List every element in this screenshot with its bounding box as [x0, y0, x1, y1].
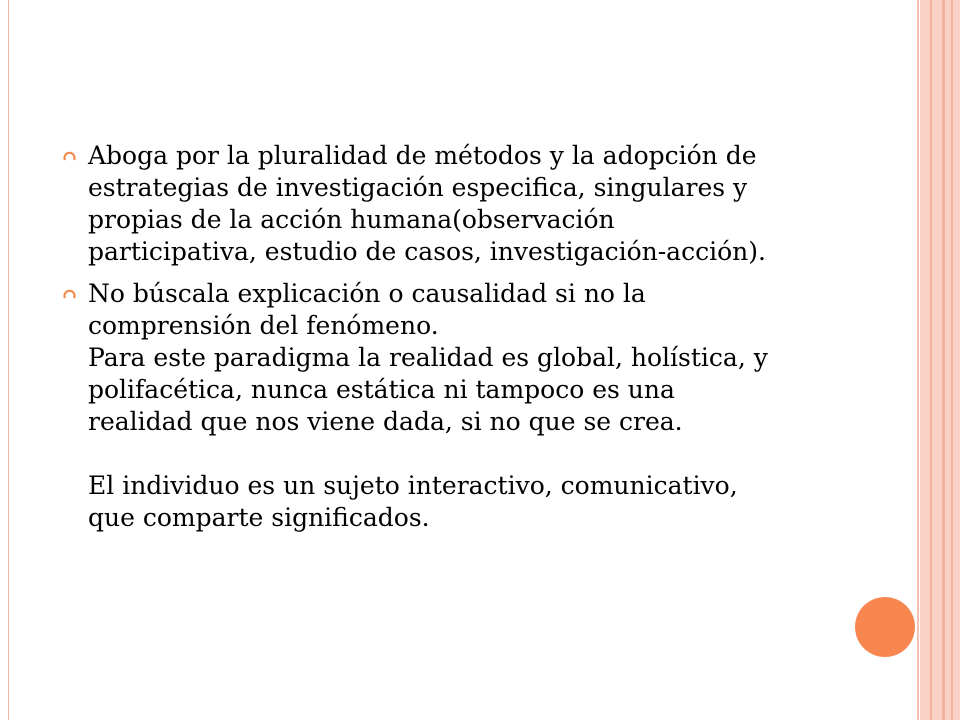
decorative-orange-circle [855, 597, 915, 657]
frame-stripe [930, 0, 932, 720]
frame-stripe [951, 0, 953, 720]
open-circle-bullet-icon [62, 148, 77, 163]
frame-left-line [8, 0, 9, 720]
frame-stripe [942, 0, 945, 720]
frame-right-line [917, 0, 919, 720]
open-circle-bullet-icon [62, 286, 77, 301]
bullet-item [62, 278, 782, 534]
frame-right-band [920, 0, 960, 720]
bullet-text: Aboga por la pluralidad de métodos y la adopción de estrategias de investigación especifica, singulares y propias de la acción humana(observación participativa, estudio de casos, investigación-acción). [88, 141, 766, 266]
bullet-item [62, 140, 782, 268]
bullet-text: No búscala explicación o causalidad si no la comprensión del fenómeno. Para este paradigma la realidad es global, holística, y polifacética, nunca estática ni tampoco es una realidad que nos viene dada, si no que se crea. El individuo es un sujeto interactivo, comunicativo, que comparte significados. [88, 279, 768, 532]
slide-body [62, 140, 782, 544]
